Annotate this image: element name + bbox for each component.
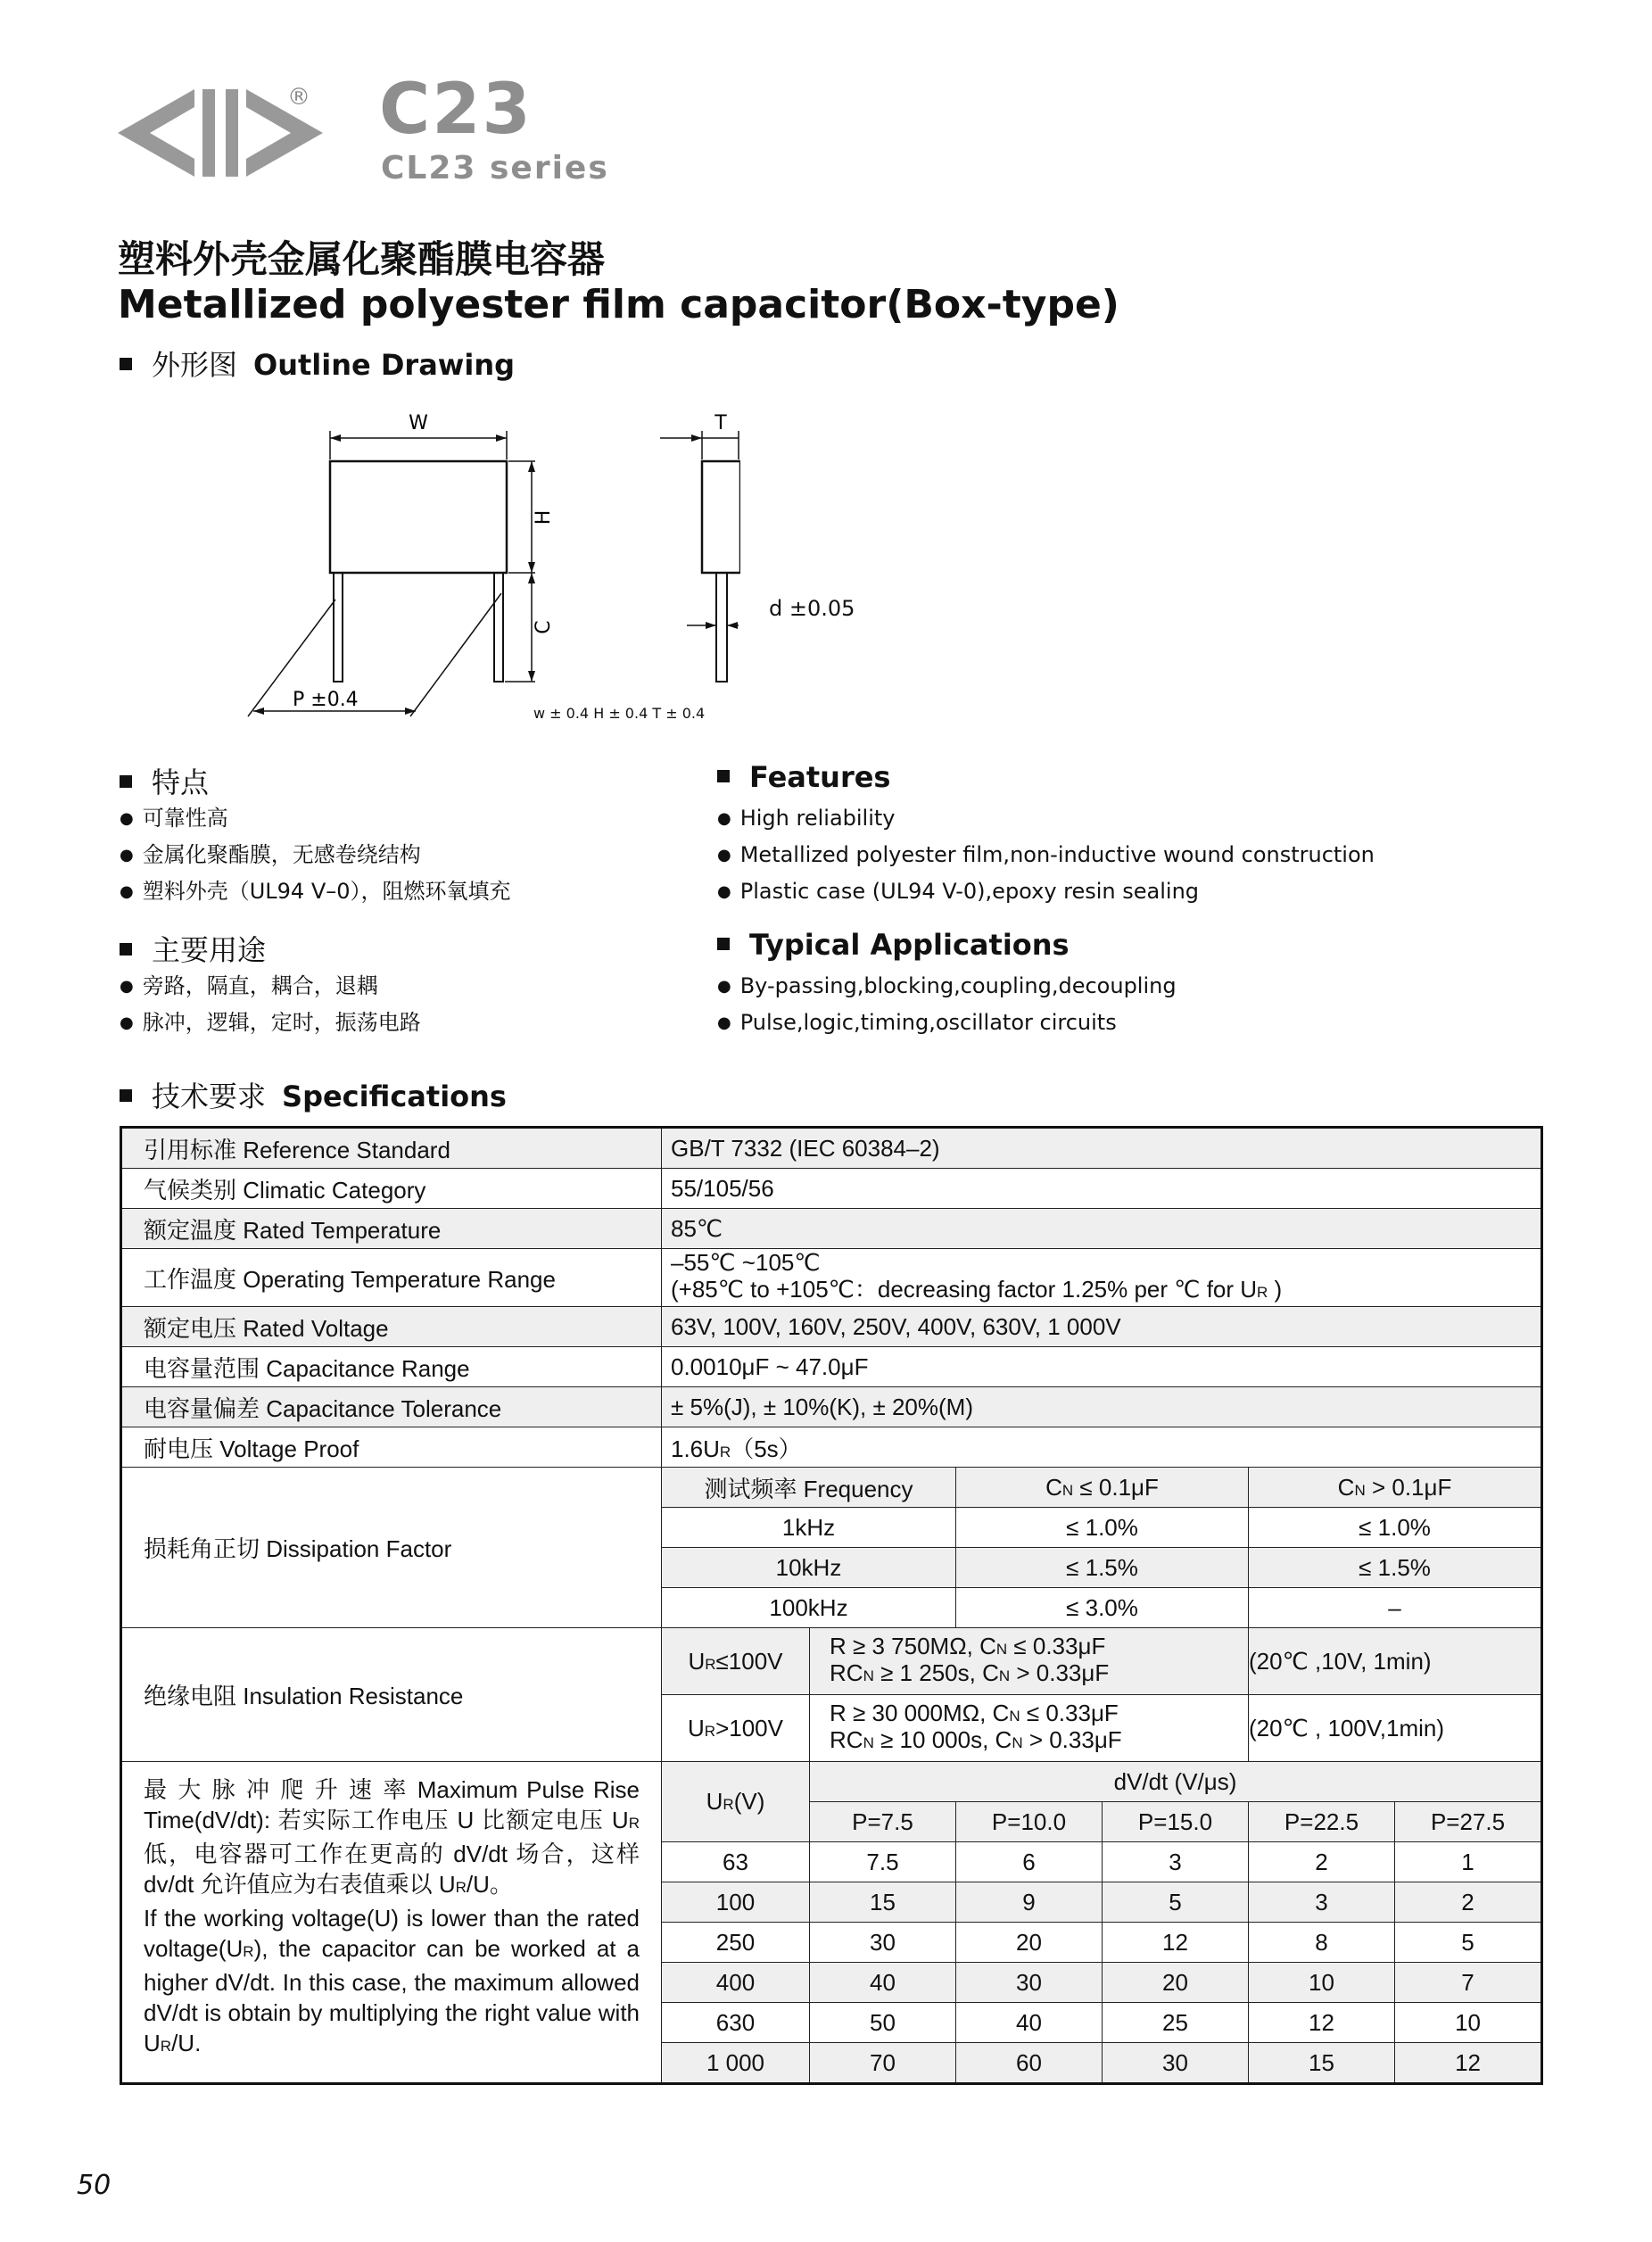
features-en-heading: Features bbox=[717, 760, 890, 794]
table-row: 电容量范围 Capacitance Range 0.0010μF ~ 47.0μF bbox=[121, 1347, 1542, 1387]
bullet-square-icon bbox=[120, 358, 132, 370]
table-row: 1 000 70 60 30 15 12 bbox=[121, 2043, 1542, 2084]
table-row: 400 40 30 20 10 7 bbox=[121, 1963, 1542, 2003]
table-row: 100kHz ≤ 3.0% – bbox=[121, 1588, 1542, 1628]
bullet-square-icon bbox=[717, 770, 730, 782]
applications-en-heading: Typical Applications bbox=[717, 928, 1070, 962]
bullet-square-icon bbox=[717, 938, 730, 950]
table-row: 最 大 脉 冲 爬 升 速 率 Maximum Pulse Rise Time(dV/dt): 若实际工作电压 U 比额定电压 UR低，电容器可工作在更高的 dV/dt 场合，这样 dv/dt 允许值应为右表值乘以 UR/U。 If the working voltage(U) is lower than the rated voltage(UR), the capacitor can be worked at a higher dV/dt. In this case, the maximum allowed dV/dt is obtain by multiplying the right value with UR/U. UR(V) dV/dt (V/μs) bbox=[121, 1762, 1542, 1802]
bullet-square-icon bbox=[120, 943, 132, 956]
features-cn-heading: 特点 bbox=[120, 760, 225, 801]
dim-w-label: W bbox=[409, 412, 428, 434]
table-row: 额定电压 Rated Voltage 63V, 100V, 160V, 250V, 400V, 630V, 1 000V bbox=[121, 1307, 1542, 1347]
table-row: 工作温度 Operating Temperature Range –55℃ ~105℃ (+85℃ to +105℃：decreasing factor 1.25% per ℃ for UR ) bbox=[121, 1249, 1542, 1307]
table-row: 10kHz ≤ 1.5% ≤ 1.5% bbox=[121, 1548, 1542, 1588]
dim-t-label: T bbox=[714, 412, 727, 434]
table-row: 100 15 9 5 3 2 bbox=[121, 1882, 1542, 1923]
table-row: 引用标准 Reference Standard GB/T 7332 (IEC 60384–2) bbox=[121, 1128, 1542, 1169]
list-item: ● Metallized polyester film,non-inductive wound construction bbox=[717, 838, 1375, 874]
title-chinese: 塑料外壳金属化聚酯膜电容器 bbox=[118, 237, 606, 281]
table-row: 气候类别 Climatic Category 55/105/56 bbox=[121, 1169, 1542, 1209]
list-item: ● 旁路，隔直，耦合，退耦 bbox=[120, 969, 421, 1005]
dim-d-label: d ±0.05 bbox=[769, 596, 855, 621]
specifications-heading: 技术要求 Specifications bbox=[120, 1074, 507, 1115]
applications-en-list bbox=[717, 969, 1177, 1042]
list-item: ● Plastic case (UL94 V-0),epoxy resin sealing bbox=[717, 874, 1375, 911]
dim-c-label: C bbox=[533, 620, 555, 634]
page-number: 50 bbox=[77, 2170, 112, 2201]
table-row: P=7.5 P=10.0 P=15.0 P=22.5 P=27.5 bbox=[121, 1802, 1542, 1842]
table-row: 损耗角正切 Dissipation Factor 测试频率 Frequency CN ≤ 0.1μF CN > 0.1μF bbox=[121, 1468, 1542, 1508]
specifications-table bbox=[120, 1126, 1543, 2085]
features-cn-list bbox=[120, 801, 511, 911]
title-english: Metallized polyester film capacitor(Box-type) bbox=[118, 282, 1119, 327]
dim-p-label: P ±0.4 bbox=[293, 689, 359, 711]
table-row: 250 30 20 12 8 5 bbox=[121, 1923, 1542, 1963]
list-item: ● 可靠性高 bbox=[120, 801, 511, 838]
list-item: ● Pulse,logic,timing,oscillator circuits bbox=[717, 1005, 1177, 1042]
table-row: 额定温度 Rated Temperature 85℃ bbox=[121, 1209, 1542, 1249]
dimension-tolerance: w ± 0.4 H ± 0.4 T ± 0.4 bbox=[533, 705, 706, 722]
outline-drawing bbox=[241, 406, 740, 727]
dim-h-label: H bbox=[533, 509, 555, 525]
list-item: ● 金属化聚酯膜，无感卷绕结构 bbox=[120, 838, 511, 874]
table-row: UR>100V R ≥ 30 000MΩ, CN ≤ 0.33μF RCN ≥ 10 000s, CN > 0.33μF (20℃ , 100V,1min) bbox=[121, 1695, 1542, 1762]
bullet-square-icon bbox=[120, 1089, 132, 1102]
list-item: ● By-passing,blocking,coupling,decoupling bbox=[717, 969, 1177, 1005]
list-item: ● High reliability bbox=[717, 801, 1375, 838]
series-name: CL23 series bbox=[381, 150, 609, 186]
outline-heading: 外形图 Outline Drawing bbox=[120, 343, 515, 384]
table-row: 耐电压 Voltage Proof 1.6UR（5s） bbox=[121, 1427, 1542, 1468]
applications-cn-heading: 主要用途 bbox=[120, 928, 282, 969]
model-name: C23 bbox=[379, 70, 533, 150]
features-en-list bbox=[717, 801, 1375, 911]
bullet-square-icon bbox=[120, 775, 132, 788]
table-row: 电容量偏差 Capacitance Tolerance ± 5%(J), ± 10%(K), ± 20%(M) bbox=[121, 1387, 1542, 1427]
table-row: 1kHz ≤ 1.0% ≤ 1.0% bbox=[121, 1508, 1542, 1548]
table-row: 63 7.5 6 3 2 1 bbox=[121, 1842, 1542, 1882]
table-row: 630 50 40 25 12 10 bbox=[121, 2003, 1542, 2043]
list-item: ● 塑料外壳（UL94 V–0），阻燃环氧填充 bbox=[120, 874, 511, 911]
registered-mark: ® bbox=[287, 84, 310, 111]
applications-cn-list bbox=[120, 969, 421, 1042]
list-item: ● 脉冲，逻辑，定时，振荡电路 bbox=[120, 1005, 421, 1042]
table-row: 绝缘电阻 Insulation Resistance UR≤100V R ≥ 3 750MΩ, CN ≤ 0.33μF RCN ≥ 1 250s, CN > 0.33μF (20℃ ,10V, 1min) bbox=[121, 1628, 1542, 1695]
pulse-description: 最 大 脉 冲 爬 升 速 率 Maximum Pulse Rise Time(dV/dt): 若实际工作电压 U 比额定电压 UR低，电容器可工作在更高的 dV/dt 场合，这样 dv/dt 允许值应为右表值乘以 UR/U。 If the working voltage(U) is lower than the rated voltage(UR), the capacitor can be worked at a higher dV/dt. In this case, the maximum allowed dV/dt is obtain by multiplying the right value with UR/U. bbox=[121, 1762, 662, 2084]
